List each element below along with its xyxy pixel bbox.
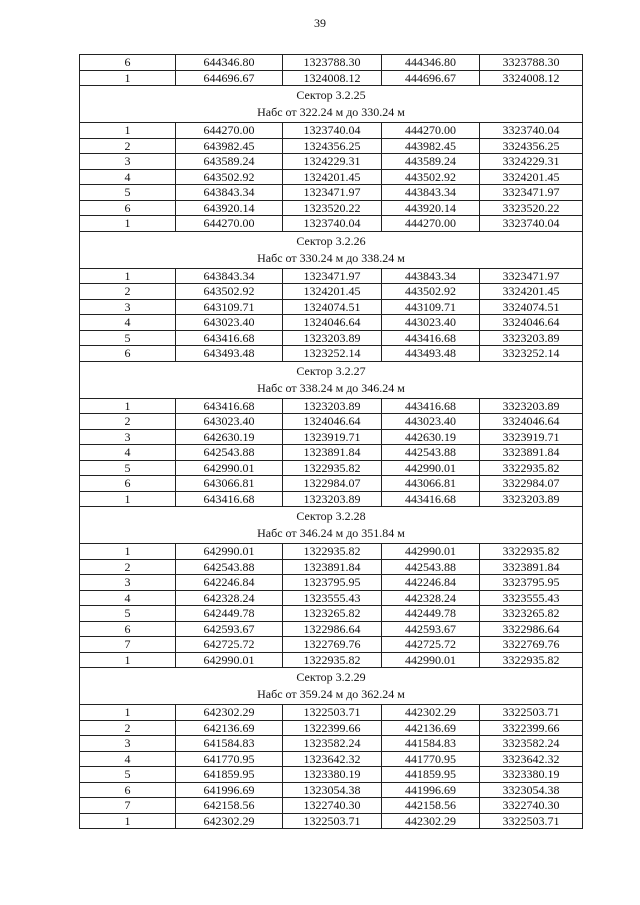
y-coordinate-cell: 1324229.31	[283, 154, 382, 170]
y-local-cell: 3324201.45	[480, 169, 583, 185]
table-row	[80, 782, 583, 798]
sector-header	[80, 361, 583, 398]
sector-header-row	[80, 86, 583, 123]
x-local-cell: 443416.68	[382, 330, 480, 346]
x-coordinate-cell: 641859.95	[176, 767, 283, 783]
y-local-cell: 3322769.76	[480, 637, 583, 653]
table-row	[80, 460, 583, 476]
point-number-cell: 2	[80, 559, 176, 575]
sector-height-range: Набс от 330.24 м до 338.24 м	[257, 250, 405, 265]
x-coordinate-cell: 642543.88	[176, 559, 283, 575]
table-row	[80, 154, 583, 170]
y-local-cell: 3322503.71	[480, 813, 583, 829]
y-coordinate-cell: 1324356.25	[283, 138, 382, 154]
y-coordinate-cell: 1323891.84	[283, 559, 382, 575]
y-coordinate-cell: 1323380.19	[283, 767, 382, 783]
y-coordinate-cell: 1323520.22	[283, 200, 382, 216]
coordinates-table-body	[80, 55, 583, 829]
table-row	[80, 200, 583, 216]
x-coordinate-cell: 643023.40	[176, 315, 283, 331]
x-local-cell: 443023.40	[382, 315, 480, 331]
x-coordinate-cell: 643920.14	[176, 200, 283, 216]
x-coordinate-cell: 642302.29	[176, 813, 283, 829]
x-coordinate-cell: 642449.78	[176, 606, 283, 622]
y-local-cell: 3323919.71	[480, 429, 583, 445]
point-number-cell: 5	[80, 185, 176, 201]
table-row	[80, 299, 583, 315]
x-coordinate-cell: 643843.34	[176, 185, 283, 201]
point-number-cell: 4	[80, 315, 176, 331]
point-number-cell: 3	[80, 736, 176, 752]
table-row	[80, 652, 583, 668]
table-row	[80, 138, 583, 154]
point-number-cell: 3	[80, 429, 176, 445]
coordinates-table	[79, 54, 583, 829]
table-row	[80, 398, 583, 414]
y-local-cell: 3324201.45	[480, 284, 583, 300]
x-local-cell: 444346.80	[382, 55, 480, 71]
x-coordinate-cell: 643416.68	[176, 491, 283, 507]
y-coordinate-cell: 1322769.76	[283, 637, 382, 653]
sector-title: Сектор 3.2.26	[296, 233, 366, 248]
x-local-cell: 442543.88	[382, 559, 480, 575]
y-local-cell: 3323252.14	[480, 346, 583, 362]
point-number-cell: 1	[80, 123, 176, 139]
y-coordinate-cell: 1322935.82	[283, 460, 382, 476]
table-row	[80, 720, 583, 736]
x-coordinate-cell: 642593.67	[176, 621, 283, 637]
point-number-cell: 1	[80, 813, 176, 829]
x-coordinate-cell: 642246.84	[176, 575, 283, 591]
table-row	[80, 445, 583, 461]
x-coordinate-cell: 642990.01	[176, 460, 283, 476]
y-coordinate-cell: 1324046.64	[283, 414, 382, 430]
y-local-cell: 3323740.04	[480, 123, 583, 139]
table-row	[80, 767, 583, 783]
x-coordinate-cell: 642990.01	[176, 544, 283, 560]
point-number-cell: 5	[80, 460, 176, 476]
x-coordinate-cell: 642136.69	[176, 720, 283, 736]
y-coordinate-cell: 1322935.82	[283, 652, 382, 668]
y-coordinate-cell: 1323054.38	[283, 782, 382, 798]
sector-title: Сектор 3.2.27	[296, 363, 366, 378]
y-local-cell: 3323642.32	[480, 751, 583, 767]
point-number-cell: 6	[80, 346, 176, 362]
sector-header	[80, 86, 583, 123]
y-coordinate-cell: 1322935.82	[283, 544, 382, 560]
x-coordinate-cell: 643066.81	[176, 476, 283, 492]
y-coordinate-cell: 1323555.43	[283, 590, 382, 606]
table-row	[80, 315, 583, 331]
y-coordinate-cell: 1323891.84	[283, 445, 382, 461]
x-local-cell: 442136.69	[382, 720, 480, 736]
table-row	[80, 476, 583, 492]
table-row	[80, 169, 583, 185]
sector-header	[80, 231, 583, 268]
table-row	[80, 606, 583, 622]
table-row	[80, 330, 583, 346]
y-coordinate-cell: 1322503.71	[283, 813, 382, 829]
x-local-cell: 442990.01	[382, 460, 480, 476]
y-local-cell: 3323265.82	[480, 606, 583, 622]
y-coordinate-cell: 1322503.71	[283, 705, 382, 721]
x-coordinate-cell: 642328.24	[176, 590, 283, 606]
y-local-cell: 3323520.22	[480, 200, 583, 216]
x-local-cell: 442158.56	[382, 798, 480, 814]
x-local-cell: 443843.34	[382, 185, 480, 201]
x-coordinate-cell: 643502.92	[176, 284, 283, 300]
y-local-cell: 3323471.97	[480, 185, 583, 201]
sector-height-range: Набс от 322.24 м до 330.24 м	[257, 105, 405, 119]
table-row	[80, 751, 583, 767]
table-row	[80, 268, 583, 284]
x-coordinate-cell: 641996.69	[176, 782, 283, 798]
x-local-cell: 442328.24	[382, 590, 480, 606]
x-coordinate-cell: 642543.88	[176, 445, 283, 461]
x-coordinate-cell: 641584.83	[176, 736, 283, 752]
point-number-cell: 2	[80, 414, 176, 430]
point-number-cell: 2	[80, 138, 176, 154]
x-coordinate-cell: 644270.00	[176, 216, 283, 232]
point-number-cell: 6	[80, 55, 176, 71]
x-local-cell: 444270.00	[382, 216, 480, 232]
y-coordinate-cell: 1323265.82	[283, 606, 382, 622]
x-local-cell: 443502.92	[382, 284, 480, 300]
point-number-cell: 1	[80, 705, 176, 721]
table-row	[80, 284, 583, 300]
table-row	[80, 429, 583, 445]
x-coordinate-cell: 643843.34	[176, 268, 283, 284]
x-local-cell: 443920.14	[382, 200, 480, 216]
point-number-cell: 5	[80, 606, 176, 622]
point-number-cell: 3	[80, 575, 176, 591]
y-local-cell: 3322935.82	[480, 652, 583, 668]
y-coordinate-cell: 1323642.32	[283, 751, 382, 767]
y-local-cell: 3323203.89	[480, 398, 583, 414]
x-local-cell: 443023.40	[382, 414, 480, 430]
y-coordinate-cell: 1323252.14	[283, 346, 382, 362]
sector-header-row	[80, 668, 583, 705]
point-number-cell: 5	[80, 767, 176, 783]
table-row	[80, 621, 583, 637]
x-local-cell: 442593.67	[382, 621, 480, 637]
x-local-cell: 442246.84	[382, 575, 480, 591]
y-local-cell: 3323795.95	[480, 575, 583, 591]
sector-title: Сектор 3.2.25	[296, 88, 366, 102]
point-number-cell: 1	[80, 491, 176, 507]
table-row	[80, 55, 583, 71]
y-local-cell: 3322399.66	[480, 720, 583, 736]
sector-header-row	[80, 231, 583, 268]
y-local-cell: 3323203.89	[480, 330, 583, 346]
point-number-cell: 1	[80, 398, 176, 414]
table-row	[80, 491, 583, 507]
y-coordinate-cell: 1322399.66	[283, 720, 382, 736]
y-coordinate-cell: 1322984.07	[283, 476, 382, 492]
y-local-cell: 3324356.25	[480, 138, 583, 154]
point-number-cell: 3	[80, 154, 176, 170]
table-row	[80, 414, 583, 430]
x-coordinate-cell: 643982.45	[176, 138, 283, 154]
x-local-cell: 441584.83	[382, 736, 480, 752]
x-local-cell: 442449.78	[382, 606, 480, 622]
y-local-cell: 3322986.64	[480, 621, 583, 637]
y-local-cell: 3323380.19	[480, 767, 583, 783]
table-row	[80, 346, 583, 362]
sector-title: Сектор 3.2.28	[296, 509, 366, 523]
y-local-cell: 3322935.82	[480, 460, 583, 476]
x-coordinate-cell: 642630.19	[176, 429, 283, 445]
y-coordinate-cell: 1323919.71	[283, 429, 382, 445]
x-local-cell: 444696.67	[382, 70, 480, 86]
x-coordinate-cell: 642302.29	[176, 705, 283, 721]
table-row	[80, 70, 583, 86]
x-local-cell: 443589.24	[382, 154, 480, 170]
sector-height-range: Набс от 346.24 м до 351.84 м	[257, 526, 405, 540]
x-coordinate-cell: 643502.92	[176, 169, 283, 185]
point-number-cell: 1	[80, 652, 176, 668]
x-coordinate-cell: 641770.95	[176, 751, 283, 767]
y-local-cell: 3324008.12	[480, 70, 583, 86]
y-local-cell: 3324046.64	[480, 414, 583, 430]
table-row	[80, 185, 583, 201]
y-coordinate-cell: 1323471.97	[283, 185, 382, 201]
point-number-cell: 3	[80, 299, 176, 315]
x-coordinate-cell: 642158.56	[176, 798, 283, 814]
table-row	[80, 798, 583, 814]
y-coordinate-cell: 1323582.24	[283, 736, 382, 752]
point-number-cell: 1	[80, 544, 176, 560]
x-local-cell: 444270.00	[382, 123, 480, 139]
x-coordinate-cell: 643493.48	[176, 346, 283, 362]
table-row	[80, 637, 583, 653]
point-number-cell: 1	[80, 70, 176, 86]
table-row	[80, 216, 583, 232]
x-local-cell: 443502.92	[382, 169, 480, 185]
point-number-cell: 7	[80, 637, 176, 653]
y-coordinate-cell: 1322740.30	[283, 798, 382, 814]
point-number-cell: 4	[80, 751, 176, 767]
sector-title: Сектор 3.2.29	[296, 670, 366, 684]
x-local-cell: 443416.68	[382, 398, 480, 414]
table-row	[80, 705, 583, 721]
x-local-cell: 442630.19	[382, 429, 480, 445]
y-coordinate-cell: 1324008.12	[283, 70, 382, 86]
x-local-cell: 441859.95	[382, 767, 480, 783]
point-number-cell: 4	[80, 590, 176, 606]
point-number-cell: 2	[80, 284, 176, 300]
y-local-cell: 3322740.30	[480, 798, 583, 814]
point-number-cell: 7	[80, 798, 176, 814]
y-coordinate-cell: 1323203.89	[283, 398, 382, 414]
table-row	[80, 123, 583, 139]
point-number-cell: 6	[80, 621, 176, 637]
y-local-cell: 3322503.71	[480, 705, 583, 721]
table-row	[80, 813, 583, 829]
point-number-cell: 5	[80, 330, 176, 346]
y-local-cell: 3323891.84	[480, 445, 583, 461]
sector-height-range: Набс от 359.24 м до 362.24 м	[257, 687, 405, 701]
point-number-cell: 6	[80, 476, 176, 492]
table-row	[80, 575, 583, 591]
y-local-cell: 3323471.97	[480, 268, 583, 284]
point-number-cell: 2	[80, 720, 176, 736]
y-local-cell: 3324074.51	[480, 299, 583, 315]
point-number-cell: 4	[80, 169, 176, 185]
y-local-cell: 3323555.43	[480, 590, 583, 606]
x-coordinate-cell: 642990.01	[176, 652, 283, 668]
table-row	[80, 559, 583, 575]
point-number-cell: 6	[80, 200, 176, 216]
x-local-cell: 442543.88	[382, 445, 480, 461]
x-coordinate-cell: 644696.67	[176, 70, 283, 86]
x-coordinate-cell: 643416.68	[176, 330, 283, 346]
y-coordinate-cell: 1323740.04	[283, 123, 382, 139]
y-coordinate-cell: 1322986.64	[283, 621, 382, 637]
sector-height-range: Набс от 338.24 м до 346.24 м	[257, 380, 405, 395]
y-coordinate-cell: 1324201.45	[283, 284, 382, 300]
x-local-cell: 442302.29	[382, 813, 480, 829]
x-coordinate-cell: 642725.72	[176, 637, 283, 653]
x-local-cell: 443493.48	[382, 346, 480, 362]
point-number-cell: 1	[80, 216, 176, 232]
page-number: 39	[314, 16, 326, 30]
point-number-cell: 4	[80, 445, 176, 461]
y-coordinate-cell: 1324201.45	[283, 169, 382, 185]
x-local-cell: 441770.95	[382, 751, 480, 767]
y-local-cell: 3323740.04	[480, 216, 583, 232]
y-local-cell: 3322935.82	[480, 544, 583, 560]
sector-header	[80, 507, 583, 544]
point-number-cell: 1	[80, 268, 176, 284]
x-local-cell: 442725.72	[382, 637, 480, 653]
y-local-cell: 3323788.30	[480, 55, 583, 71]
y-coordinate-cell: 1323795.95	[283, 575, 382, 591]
x-local-cell: 443416.68	[382, 491, 480, 507]
x-coordinate-cell: 643416.68	[176, 398, 283, 414]
x-local-cell: 443843.34	[382, 268, 480, 284]
y-local-cell: 3324046.64	[480, 315, 583, 331]
y-coordinate-cell: 1323203.89	[283, 330, 382, 346]
x-coordinate-cell: 644270.00	[176, 123, 283, 139]
y-coordinate-cell: 1323203.89	[283, 491, 382, 507]
sector-header-row	[80, 507, 583, 544]
sector-header	[80, 668, 583, 705]
y-coordinate-cell: 1323471.97	[283, 268, 382, 284]
y-local-cell: 3323582.24	[480, 736, 583, 752]
x-coordinate-cell: 643023.40	[176, 414, 283, 430]
y-local-cell: 3323054.38	[480, 782, 583, 798]
x-coordinate-cell: 643589.24	[176, 154, 283, 170]
x-local-cell: 442990.01	[382, 544, 480, 560]
x-coordinate-cell: 643109.71	[176, 299, 283, 315]
y-local-cell: 3322984.07	[480, 476, 583, 492]
table-row	[80, 544, 583, 560]
y-local-cell: 3323891.84	[480, 559, 583, 575]
y-coordinate-cell: 1324074.51	[283, 299, 382, 315]
y-coordinate-cell: 1323740.04	[283, 216, 382, 232]
x-local-cell: 442302.29	[382, 705, 480, 721]
table-row	[80, 736, 583, 752]
point-number-cell: 6	[80, 782, 176, 798]
x-local-cell: 443982.45	[382, 138, 480, 154]
x-local-cell: 442990.01	[382, 652, 480, 668]
x-local-cell: 443066.81	[382, 476, 480, 492]
table-row	[80, 590, 583, 606]
sector-header-row	[80, 361, 583, 398]
y-local-cell: 3324229.31	[480, 154, 583, 170]
x-coordinate-cell: 644346.80	[176, 55, 283, 71]
y-coordinate-cell: 1323788.30	[283, 55, 382, 71]
y-local-cell: 3323203.89	[480, 491, 583, 507]
x-local-cell: 441996.69	[382, 782, 480, 798]
x-local-cell: 443109.71	[382, 299, 480, 315]
y-coordinate-cell: 1324046.64	[283, 315, 382, 331]
